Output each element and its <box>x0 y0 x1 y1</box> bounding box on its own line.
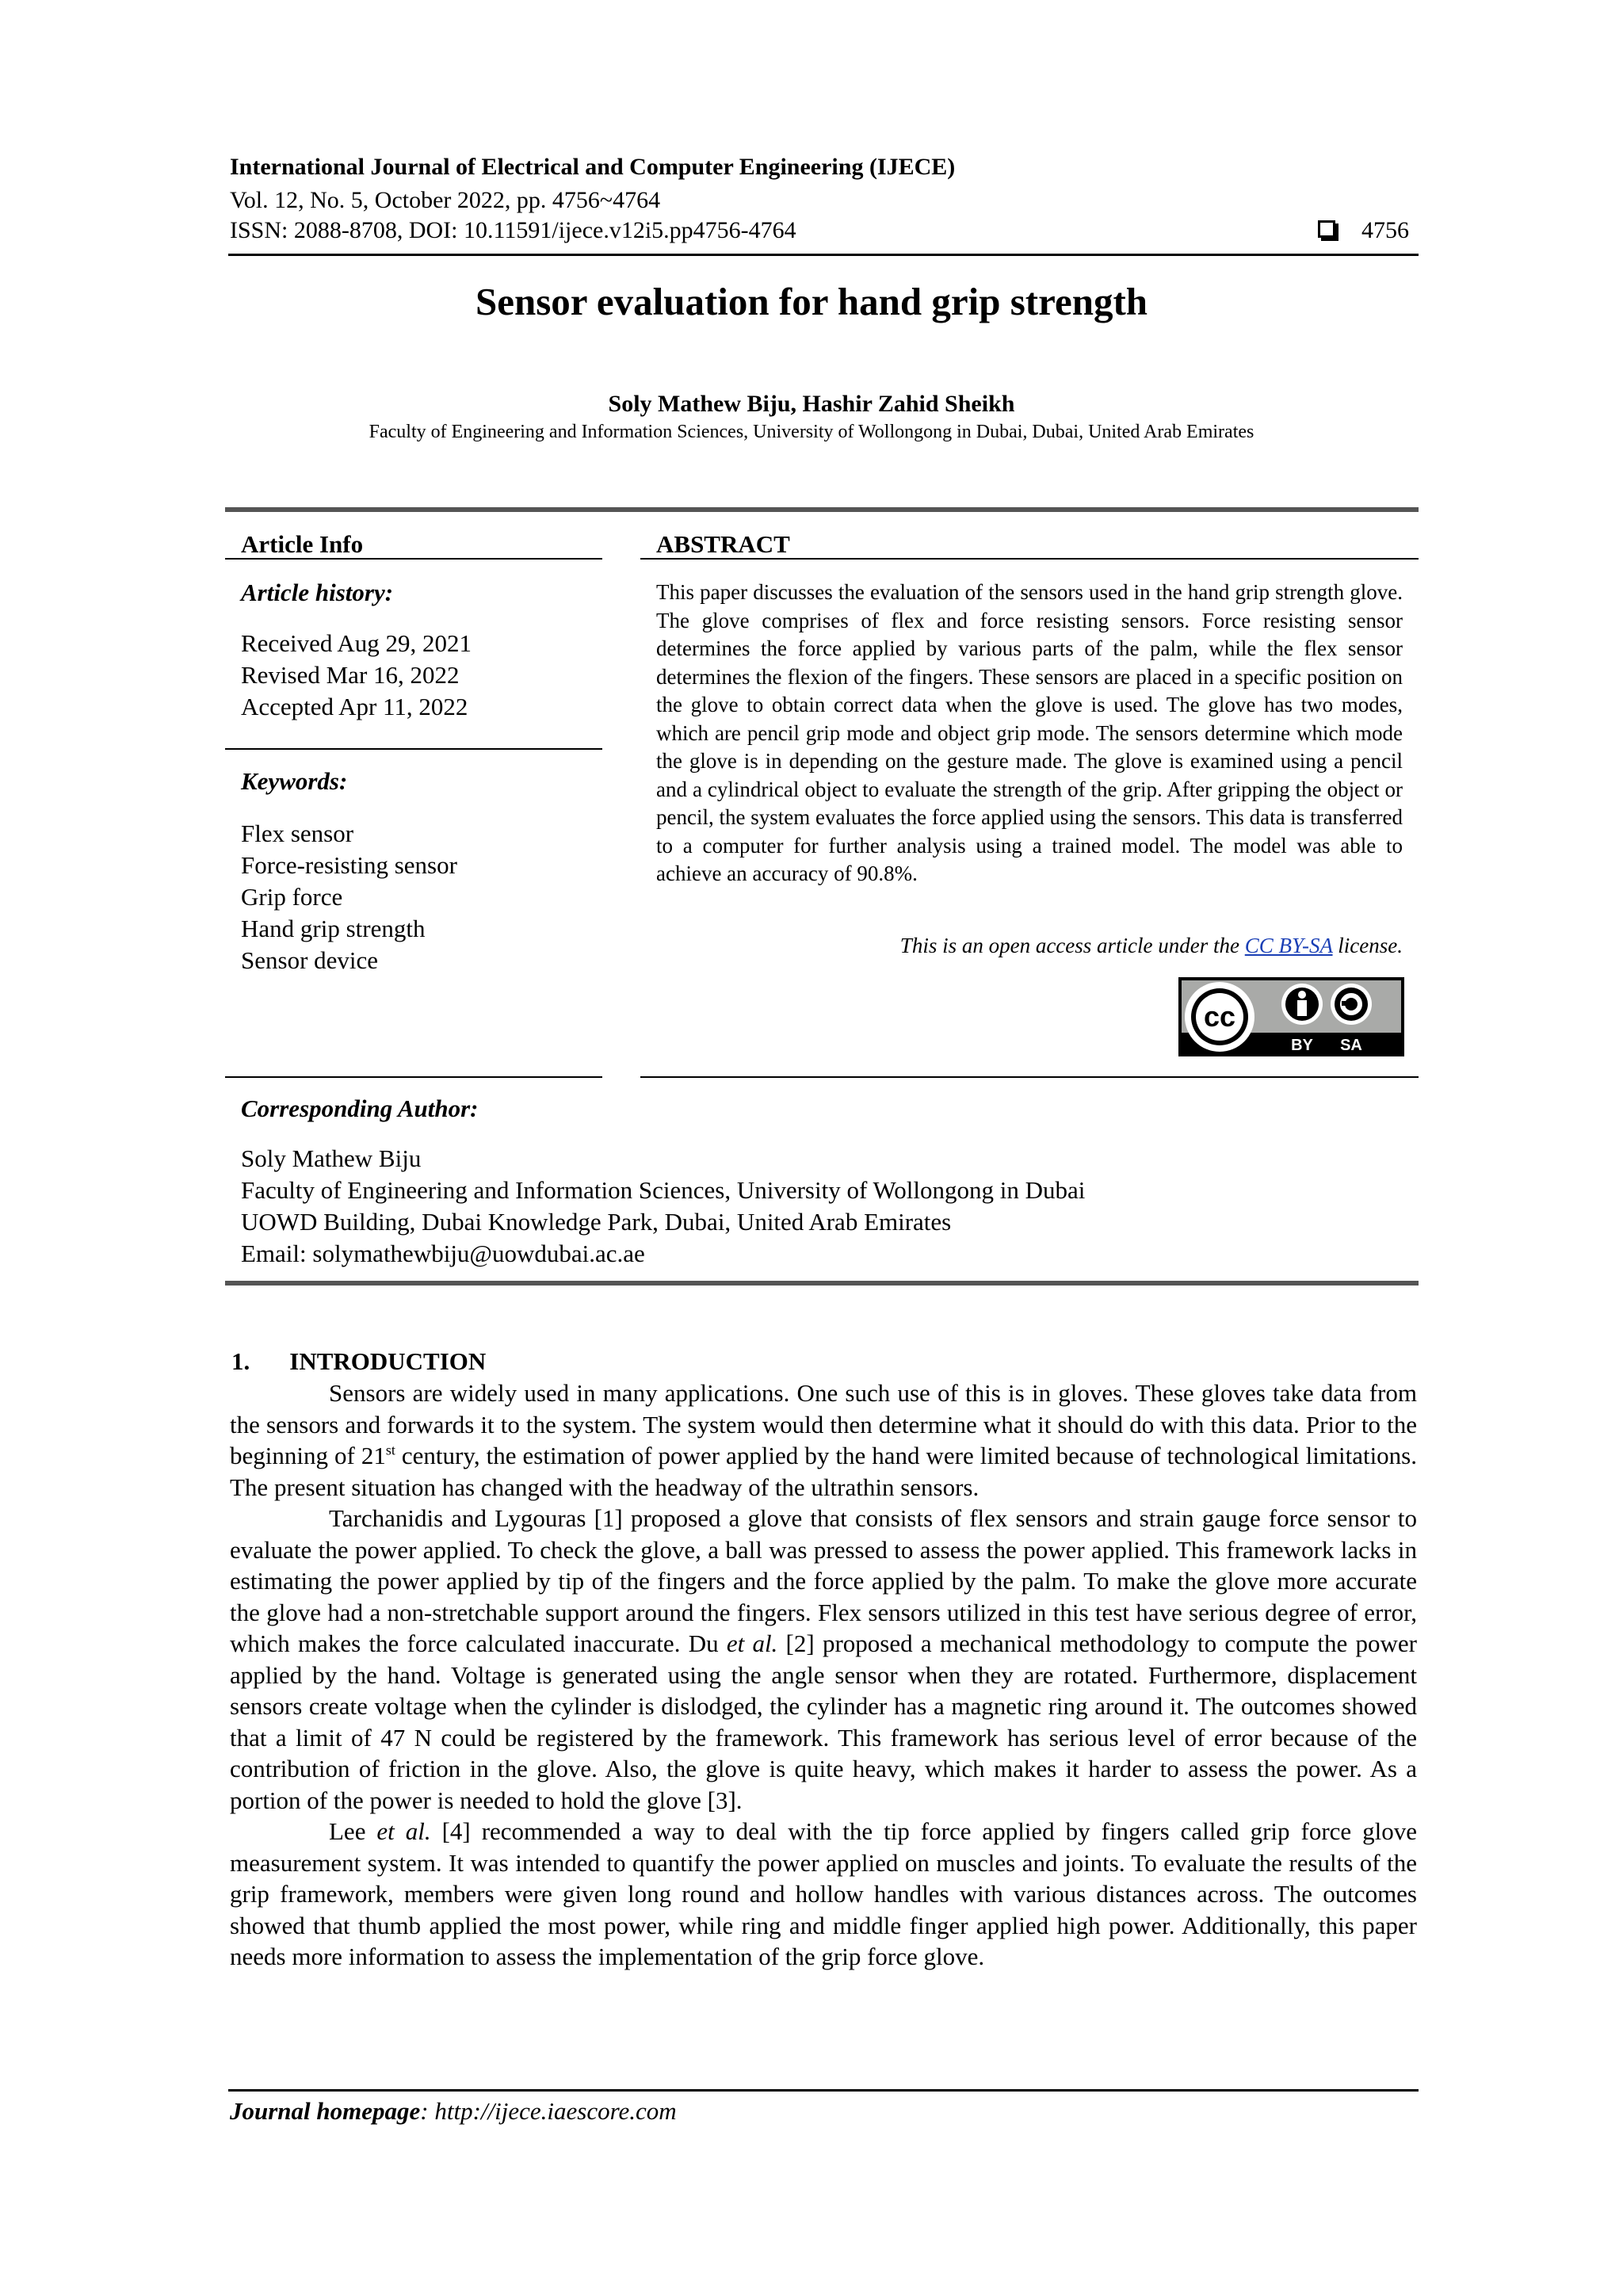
paper-title: Sensor evaluation for hand grip strength <box>475 280 1148 323</box>
keyword-item: Flex sensor <box>241 819 354 847</box>
footer-rule <box>228 2089 1419 2092</box>
journal-name: International Journal of Electrical and Computer Engineering (IJECE) <box>230 154 956 180</box>
text-run: Tarchanidis and Lygouras [1] proposed a glove that consists of flex sensors and strain gauge force sensor to evaluate the power applied. To check the glove, a ball was pressed to assess the power applied. This framework lacks in estimating the power applied by tip of the fingers and the force applied by the palm. To make the glove more accurate the glove had a non-stretchable support around the fingers. Flex sensors utilized in this test have serious degree of error, which makes the force calculated inaccurate. Du <box>230 1504 1417 1657</box>
section-title: INTRODUCTION <box>289 1347 487 1375</box>
info-box-bottom-rule <box>225 1281 1419 1286</box>
body-text <box>230 1377 1417 1973</box>
issn-doi: ISSN: 2088-8708, DOI: 10.11591/ijece.v12i5.pp4756-4764 <box>230 217 796 243</box>
volume-info: Vol. 12, No. 5, October 2022, pp. 4756~4764 <box>230 187 661 213</box>
header-rule <box>228 254 1419 256</box>
section-heading <box>231 1347 486 1376</box>
author-faculty: Faculty of Engineering and Information Sciences, University of Wollongong in Dubai <box>241 1176 1086 1204</box>
author-email: Email: solymathewbiju@uowdubai.ac.ae <box>241 1240 645 1267</box>
text-run: Sensors are widely used in many applications. One such use of this is in gloves. These gloves take data from the sensors and forwards it to the system. The system would then determine what it should do with this data. Prior to the beginning of 21 <box>230 1379 1417 1469</box>
abstract-bottom-rule <box>640 1076 1419 1078</box>
abstract-heading: ABSTRACT <box>656 530 790 558</box>
abstract-rule <box>640 558 1419 560</box>
text-run: century, the estimation of power applied by the hand were limited because of technological limitations. The present situation has changed with the headway of the ultrathin sensors. <box>230 1442 1417 1501</box>
article-info-bottom-rule <box>225 1076 602 1078</box>
author-name: Soly Mathew Biju <box>241 1144 422 1172</box>
affiliation: Faculty of Engineering and Information Sciences, University of Wollongong in Dubai, Dubai, United Arab Emirates <box>369 422 1254 442</box>
journal-homepage <box>230 2097 677 2126</box>
keywords-heading: Keywords: <box>241 767 348 795</box>
square-icon <box>1318 220 1335 238</box>
text-run: Lee <box>329 1817 377 1845</box>
paragraph <box>230 1503 1417 1816</box>
homepage-label: Journal homepage <box>230 2097 421 2125</box>
corresponding-author-heading: Corresponding Author: <box>241 1095 479 1122</box>
keyword-item: Grip force <box>241 883 343 911</box>
article-info-rule <box>225 558 602 560</box>
revised-date: Revised Mar 16, 2022 <box>241 661 460 689</box>
license-prefix: This is an open access article under the <box>899 934 1245 957</box>
homepage-url[interactable]: : http://ijece.iaescore.com <box>420 2097 677 2125</box>
keyword-item: Sensor device <box>241 946 379 974</box>
author-address: UOWD Building, Dubai Knowledge Park, Dubai, United Arab Emirates <box>241 1208 952 1236</box>
article-history-heading: Article history: <box>241 579 394 606</box>
keyword-item: Hand grip strength <box>241 915 426 942</box>
et-al: et al. <box>726 1629 778 1657</box>
received-date: Received Aug 29, 2021 <box>241 629 472 657</box>
authors: Soly Mathew Biju, Hashir Zahid Sheikh <box>608 391 1015 417</box>
superscript: st <box>385 1442 395 1458</box>
et-al: et al. <box>376 1817 431 1845</box>
paragraph <box>230 1377 1417 1503</box>
abstract-text: This paper discusses the evaluation of the sensors used in the hand grip strength glove. The glove comprises of flex and force resisting sensors. Force resisting sensor determines the force applied by various parts of the palm, while the flex sensor determines the flexion of the fingers. These sensors are placed in a specific position on the glove to obtain correct data when the glove is used. The glove has two modes, which are pencil grip mode and object grip mode. The sensors determine which mode the glove is in depending on the gesture made. The glove is examined using a pencil and a cylindrical object to evaluate the strength of the grip. After gripping the object or pencil, the system evaluates the force applied using the sensors. This data is transferred to a computer for further analysis using a trained model. The model was able to achieve an accuracy of 90.8%. <box>656 580 1403 885</box>
page-number: 4756 <box>1361 217 1409 243</box>
article-info-rule-2 <box>225 748 602 750</box>
paragraph <box>230 1816 1417 1973</box>
license-suffix: license. <box>1332 934 1403 957</box>
license-statement <box>656 934 1403 958</box>
article-info-heading: Article Info <box>241 530 364 558</box>
info-box-top-rule <box>225 507 1419 512</box>
license-link[interactable]: CC BY-SA <box>1244 934 1333 957</box>
accepted-date: Accepted Apr 11, 2022 <box>241 693 468 720</box>
text-run: [2] proposed a mechanical methodology to compute the power applied by the hand. Voltage is generated using the angle sensor when they are rotated. Furthermore, displacement sensors create voltage when the cylinder is dislodged, the cylinder has a magnetic ring around it. The outcomes showed that a limit of 47 N could be registered by the framework. This framework has serious level of error because of the contribution of friction in the glove. Also, the glove is quite heavy, which makes it harder to assess the power. As a portion of the power is needed to hold the glove [3]. <box>230 1629 1417 1814</box>
keyword-item: Force-resisting sensor <box>241 851 457 879</box>
badge-by-label: BY <box>1291 1037 1313 1054</box>
cc-by-sa-badge[interactable] <box>1178 977 1404 1056</box>
section-number: 1. <box>231 1347 250 1375</box>
badge-sa-label: SA <box>1340 1037 1362 1054</box>
svg-text:cc: cc <box>1203 1000 1236 1033</box>
text-run: [4] recommended a way to deal with the tip force applied by fingers called grip force glove measurement system. It was intended to quantify the power applied on muscles and joints. To evaluate the results of the grip framework, members were given long round and hollow handles with various distances across. The outcomes showed that thumb applied the most power, while ring and middle finger applied high power. Additionally, this paper needs more information to assess the implementation of the grip force glove. <box>230 1817 1417 1970</box>
